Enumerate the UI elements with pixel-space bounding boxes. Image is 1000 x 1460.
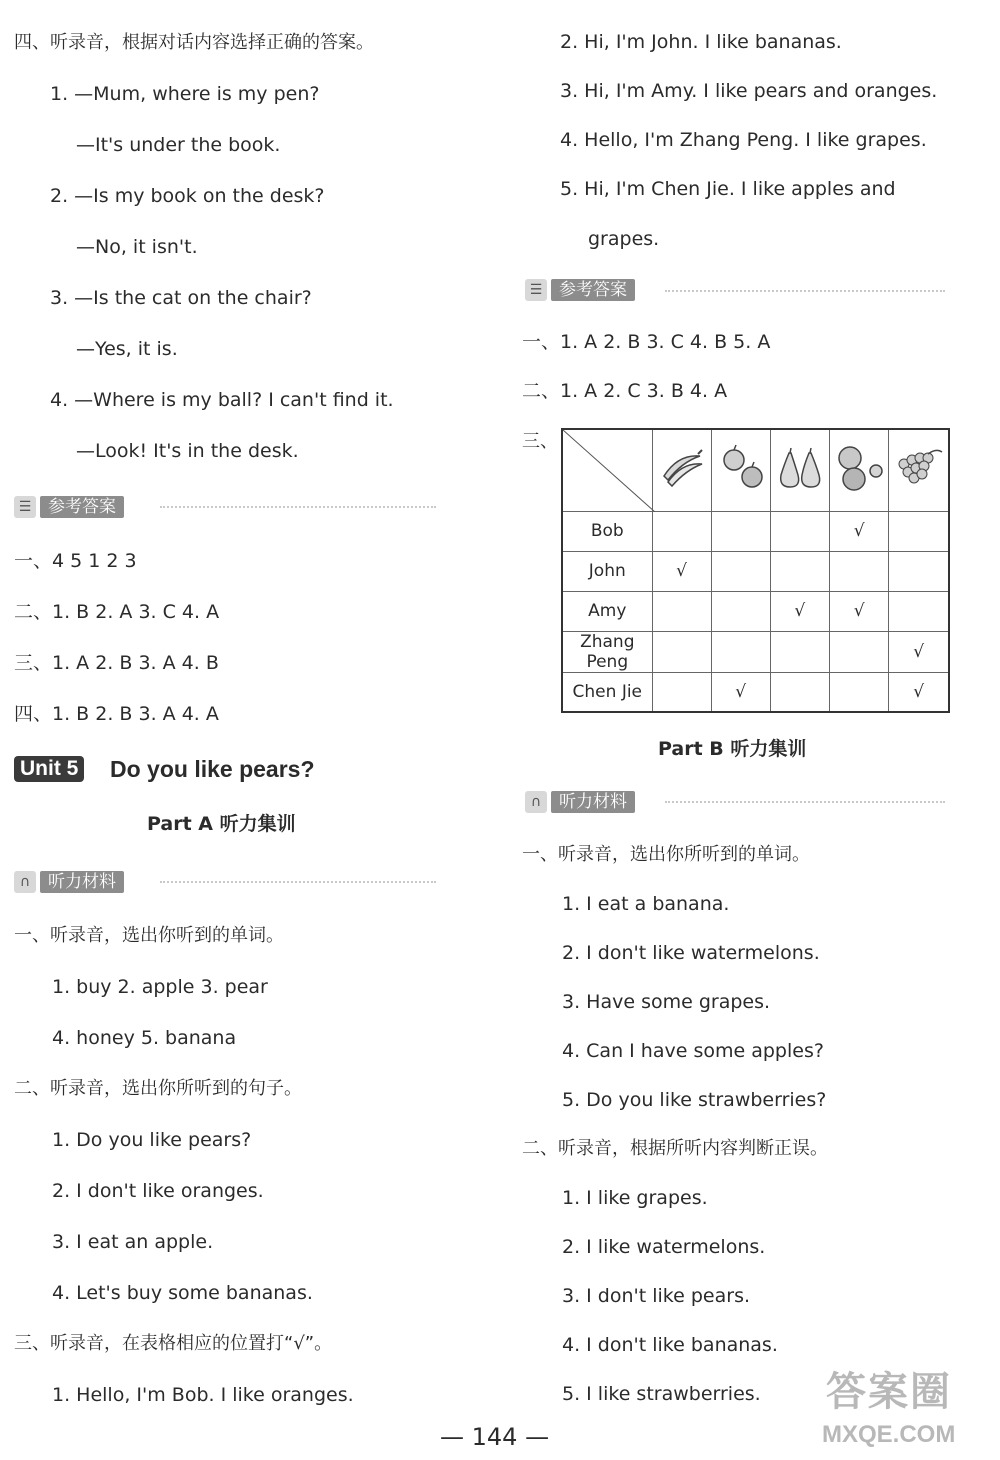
sentence-4: 4. Let's buy some bananas. <box>52 1282 313 1304</box>
answer-line-1: 一、4 5 1 2 3 <box>14 550 137 572</box>
sentence-2: 2. I don't like oranges. <box>52 1180 264 1202</box>
check-cell: √ <box>889 631 949 672</box>
dialog-1-question: 1. —Mum, where is my pen? <box>50 83 320 105</box>
check-cell <box>889 551 949 591</box>
check-cell: √ <box>652 551 711 591</box>
answer-line-2: 二、1. A 2. C 3. B 4. A <box>522 380 728 402</box>
judge-sentence-3: 3. I don't like pears. <box>562 1285 751 1307</box>
oranges-icon <box>829 429 889 511</box>
part-b-section-1-title: 一、听录音，选出你所听到的单词。 <box>522 844 810 865</box>
check-cell <box>770 511 829 551</box>
listening-label: 听力材料 <box>40 871 124 893</box>
judge-sentence-5: 5. I like strawberries. <box>562 1383 761 1405</box>
divider <box>160 881 436 883</box>
check-cell <box>889 511 949 551</box>
words-line-1: 1. buy 2. apple 3. pear <box>52 976 268 998</box>
check-cell <box>770 631 829 672</box>
check-cell <box>652 672 711 712</box>
answers-label: 参考答案 <box>551 279 635 301</box>
unit-badge: Unit 5 <box>14 756 84 782</box>
check-cell: √ <box>889 672 949 712</box>
check-cell: √ <box>829 591 889 631</box>
check-cell <box>889 591 949 631</box>
check-cell <box>770 672 829 712</box>
table-row <box>562 551 949 591</box>
check-cell <box>711 511 770 551</box>
page-number: — 144 — <box>440 1423 550 1451</box>
divider <box>160 506 436 508</box>
check-cell <box>711 591 770 631</box>
table-sentence-1: 1. Hello, I'm Bob. I like oranges. <box>52 1384 354 1406</box>
table-row <box>562 672 949 712</box>
part-b-sentence-1: 1. I eat a banana. <box>562 893 730 915</box>
check-cell <box>770 551 829 591</box>
dialog-3-answer: —Yes, it is. <box>76 338 178 360</box>
row-name: Zhang Peng <box>562 631 652 672</box>
headphones-icon: ∩ <box>14 871 36 893</box>
check-cell: √ <box>711 672 770 712</box>
table-row <box>562 511 949 551</box>
row-name: Chen Jie <box>562 672 652 712</box>
table-row <box>562 631 949 672</box>
table-sentence-4: 4. Hello, I'm Zhang Peng. I like grapes. <box>560 129 927 151</box>
watermark-logo: 答案圈 <box>826 1370 952 1414</box>
part-b-heading: Part B 听力集训 <box>658 738 807 760</box>
answers-header-right <box>525 277 635 303</box>
headphones-icon: ∩ <box>525 791 547 813</box>
diagonal-header-cell <box>562 429 652 511</box>
part-b-sentence-3: 3. Have some grapes. <box>562 991 771 1013</box>
section-2-title: 二、听录音，选出你所听到的句子。 <box>14 1078 302 1099</box>
watermark-url: MXQE.COM <box>822 1421 956 1448</box>
part-b-sentence-4: 4. Can I have some apples? <box>562 1040 824 1062</box>
check-cell <box>652 511 711 551</box>
check-cell <box>829 551 889 591</box>
part-b-section-2-title: 二、听录音，根据所听内容判断正误。 <box>522 1138 828 1159</box>
section-4-title: 四、听录音，根据对话内容选择正确的答案。 <box>14 32 374 53</box>
check-cell <box>829 631 889 672</box>
part-a-heading: Part A 听力集训 <box>147 813 296 835</box>
dialog-3-question: 3. —Is the cat on the chair? <box>50 287 312 309</box>
dialog-2-answer: —No, it isn't. <box>76 236 198 258</box>
dialog-4-answer: —Look! It's in the desk. <box>76 440 299 462</box>
check-cell: √ <box>829 511 889 551</box>
check-cell <box>711 631 770 672</box>
table-sentence-3: 3. Hi, I'm Amy. I like pears and oranges. <box>560 80 938 102</box>
table-sentence-5: 5. Hi, I'm Chen Jie. I like apples and <box>560 178 896 200</box>
answer-line-3: 三、1. A 2. B 3. A 4. B <box>14 652 219 674</box>
list-icon: ☰ <box>14 496 36 518</box>
divider <box>665 290 945 292</box>
table-sentence-5-cont: grapes. <box>588 228 660 250</box>
check-cell <box>829 672 889 712</box>
words-line-2: 4. honey 5. banana <box>52 1027 237 1049</box>
grapes-icon <box>889 429 949 511</box>
apples-icon <box>711 429 770 511</box>
judge-sentence-1: 1. I like grapes. <box>562 1187 708 1209</box>
section-3-title: 三、听录音，在表格相应的位置打“√”。 <box>14 1333 333 1354</box>
check-cell <box>711 551 770 591</box>
list-icon: ☰ <box>525 279 547 301</box>
section-1-title: 一、听录音，选出你听到的单词。 <box>14 925 284 946</box>
dialog-1-answer: —It's under the book. <box>76 134 281 156</box>
row-name: Bob <box>562 511 652 551</box>
answer-line-1: 一、1. A 2. B 3. C 4. B 5. A <box>522 331 771 353</box>
part-b-sentence-5: 5. Do you like strawberries? <box>562 1089 827 1111</box>
answers-label: 参考答案 <box>40 496 124 518</box>
unit-title: Do you like pears? <box>110 756 315 782</box>
table-sentence-2: 2. Hi, I'm John. I like bananas. <box>560 31 842 53</box>
row-name: John <box>562 551 652 591</box>
divider <box>665 801 945 803</box>
part-b-sentence-2: 2. I don't like watermelons. <box>562 942 820 964</box>
judge-sentence-2: 2. I like watermelons. <box>562 1236 766 1258</box>
listening-label: 听力材料 <box>551 791 635 813</box>
table-prefix: 三、 <box>522 431 558 452</box>
sentence-3: 3. I eat an apple. <box>52 1231 214 1253</box>
check-cell <box>652 631 711 672</box>
row-name: Amy <box>562 591 652 631</box>
sentence-1: 1. Do you like pears? <box>52 1129 252 1151</box>
judge-sentence-4: 4. I don't like bananas. <box>562 1334 778 1356</box>
bananas-icon <box>652 429 711 511</box>
listening-header-right <box>525 789 635 815</box>
fruit-table <box>561 428 950 713</box>
dialog-2-question: 2. —Is my book on the desk? <box>50 185 325 207</box>
answer-line-4: 四、1. B 2. B 3. A 4. A <box>14 703 219 725</box>
answer-line-2: 二、1. B 2. A 3. C 4. A <box>14 601 220 623</box>
check-cell: √ <box>770 591 829 631</box>
pears-icon <box>770 429 829 511</box>
table-row <box>562 591 949 631</box>
answers-header-left <box>14 494 124 520</box>
dialog-4-question: 4. —Where is my ball? I can't find it. <box>50 389 394 411</box>
diagonal-line <box>563 430 655 512</box>
listening-header-left <box>14 869 124 895</box>
check-cell <box>652 591 711 631</box>
